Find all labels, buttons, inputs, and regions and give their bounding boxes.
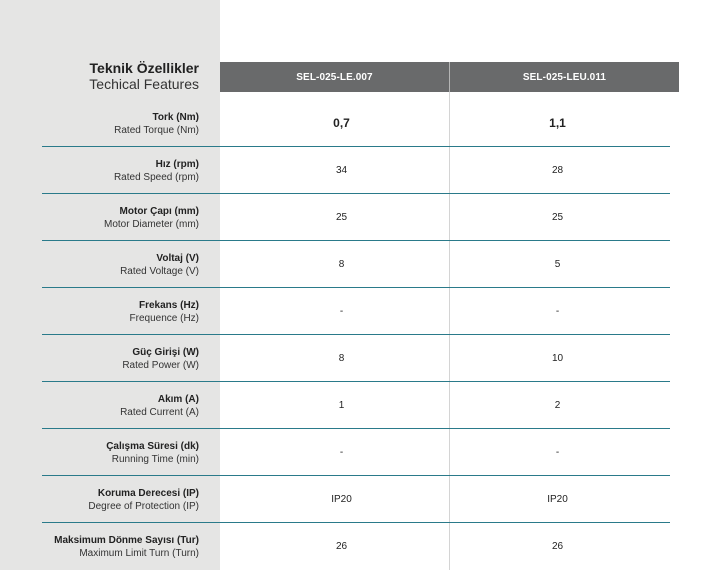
value-model-2: 10 (551, 352, 564, 364)
label-turkish: Koruma Derecesi (IP) (97, 488, 199, 499)
label-english: Frequence (Hz) (129, 313, 199, 324)
row-label (114, 111, 199, 138)
value-model-1: - (339, 305, 344, 317)
row-label (120, 393, 199, 420)
row-label (130, 299, 199, 326)
value-model-2: - (555, 305, 560, 317)
column-header-model-2: SEL-025-LEU.011 (522, 71, 607, 83)
value-model-1: 34 (335, 164, 348, 176)
label-english: Rated Torque (Nm) (114, 125, 199, 136)
value-model-2: 28 (551, 164, 564, 176)
value-model-2: - (555, 446, 560, 458)
table-row-current (0, 382, 708, 429)
label-turkish: Güç Girişi (W) (132, 347, 199, 358)
label-english: Degree of Protection (IP) (88, 501, 199, 512)
value-model-1: 1 (338, 399, 345, 411)
label-english: Running Time (min) (111, 454, 199, 465)
table-row-max-turn (0, 523, 708, 570)
row-label (54, 534, 199, 561)
label-turkish: Motor Çapı (mm) (119, 206, 199, 217)
value-model-1: 0,7 (333, 116, 350, 130)
row-label (122, 346, 199, 373)
label-turkish: Hız (rpm) (155, 159, 199, 170)
table-row-protection (0, 476, 708, 523)
label-english: Rated Power (W) (122, 360, 199, 371)
value-model-2: 1,1 (549, 116, 566, 130)
title-turkish: Teknik Özellikler (89, 60, 199, 76)
column-header-model-1: SEL-025-LE.007 (296, 71, 373, 83)
value-model-2: 2 (554, 399, 561, 411)
value-model-1: IP20 (331, 493, 352, 505)
table-title (89, 60, 199, 92)
label-turkish: Tork (Nm) (152, 112, 199, 123)
table-row-torque (0, 100, 708, 147)
value-model-2: 26 (551, 540, 564, 552)
value-model-2: 5 (554, 258, 561, 270)
row-label (114, 158, 199, 185)
label-english: Rated Voltage (V) (120, 266, 199, 277)
value-model-2: IP20 (547, 493, 568, 505)
value-model-1: 8 (338, 352, 345, 364)
value-model-1: 26 (335, 540, 348, 552)
table-row-diameter (0, 194, 708, 241)
value-model-1: 8 (338, 258, 345, 270)
label-turkish: Akım (A) (157, 394, 199, 405)
label-turkish: Maksimum Dönme Sayısı (Tur) (54, 535, 199, 546)
row-label (88, 487, 199, 514)
value-model-1: - (339, 446, 344, 458)
value-model-2: 25 (551, 211, 564, 223)
value-model-1: 25 (335, 211, 348, 223)
row-label (106, 440, 199, 467)
label-english: Maximum Limit Turn (Turn) (79, 548, 199, 559)
row-label (104, 205, 199, 232)
table-row-frequency (0, 288, 708, 335)
label-english: Motor Diameter (mm) (103, 219, 199, 230)
label-turkish: Frekans (Hz) (138, 300, 199, 311)
label-turkish: Çalışma Süresi (dk) (106, 441, 199, 452)
title-english: Techical Features (89, 76, 199, 92)
label-english: Rated Current (A) (120, 407, 199, 418)
table-row-speed (0, 147, 708, 194)
table-row-voltage (0, 241, 708, 288)
table-row-power (0, 335, 708, 382)
row-label (120, 252, 199, 279)
table-row-running-time (0, 429, 708, 476)
label-turkish: Voltaj (V) (156, 253, 199, 264)
table-header (220, 62, 679, 92)
label-english: Rated Speed (rpm) (113, 172, 199, 183)
